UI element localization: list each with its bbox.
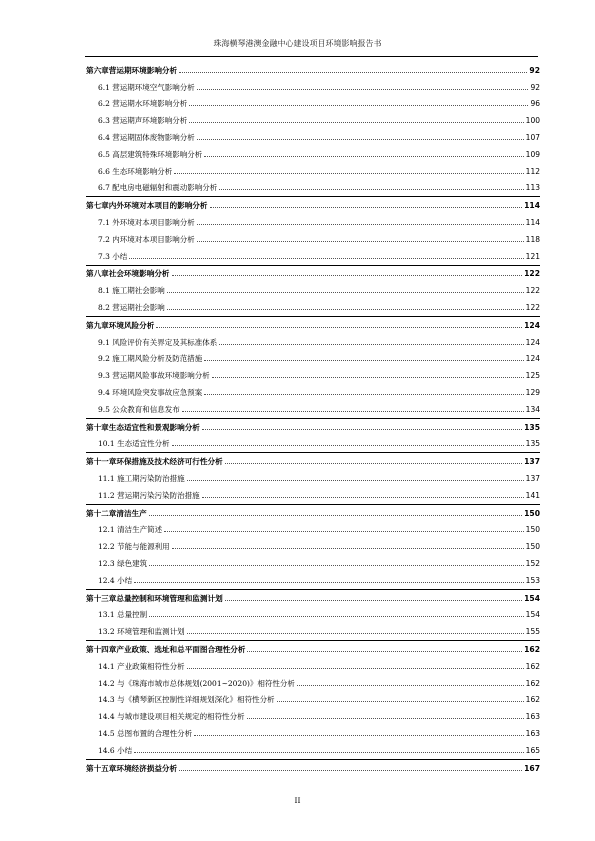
toc-entry-title: 12.3 绿色建筑 <box>98 559 148 568</box>
toc-entry-page: 150 <box>525 525 540 535</box>
toc-entry-page: 113 <box>525 183 540 193</box>
toc-entry-title: 9.2 施工期风险分析及防范措施 <box>98 354 203 364</box>
toc-entry-title: 11.1 施工期污染防治措施 <box>98 474 185 484</box>
dot-leader <box>172 548 524 549</box>
toc-entry-title: 6.7 配电房电磁辐射和震动影响分析 <box>98 183 218 193</box>
toc-section-entry[interactable] <box>86 334 540 351</box>
toc-entry-page: 162 <box>525 695 540 705</box>
toc-entry-title: 7.2 内环境对本项目影响分析 <box>98 234 195 244</box>
dot-leader <box>204 394 523 395</box>
toc-section-entry[interactable] <box>86 555 540 572</box>
toc-section-entry[interactable] <box>86 401 540 418</box>
table-of-contents <box>86 62 540 776</box>
toc-entry-page: 163 <box>525 712 540 722</box>
dot-leader <box>174 173 523 174</box>
toc-section-entry[interactable] <box>86 675 540 692</box>
toc-entry-page: 129 <box>525 388 540 398</box>
dot-leader <box>297 685 524 686</box>
toc-section-entry[interactable] <box>86 180 540 197</box>
dot-leader <box>149 515 522 516</box>
toc-section-entry[interactable] <box>86 708 540 725</box>
toc-entry-page: 112 <box>525 166 540 176</box>
toc-entry-page: 114 <box>525 218 540 228</box>
toc-entry-title: 9.4 环境风险突发事故应急预案 <box>98 388 203 398</box>
dot-leader <box>187 633 524 634</box>
toc-entry-page: 150 <box>524 508 540 518</box>
toc-entry-title: 7.3 小结 <box>98 251 128 261</box>
toc-entry-page: 122 <box>525 286 540 296</box>
toc-entry-page: 155 <box>525 627 540 637</box>
toc-section-entry[interactable] <box>86 163 540 180</box>
dot-leader <box>210 207 523 208</box>
toc-entry-title: 10.1 生态适宜性分析 <box>98 439 170 449</box>
dot-leader <box>149 565 524 566</box>
toc-entry-page: 92 <box>530 82 540 92</box>
toc-section-entry[interactable] <box>86 146 540 163</box>
dot-leader <box>219 344 523 345</box>
toc-section-entry[interactable] <box>86 436 540 453</box>
toc-entry-title: 9.5 公众教育和信息发布 <box>98 404 180 414</box>
dot-leader <box>189 105 528 106</box>
toc-entry-title: 第十四章产业政策、选址和总平面图合理性分析 <box>86 644 246 654</box>
dot-leader <box>197 241 524 242</box>
toc-section-entry[interactable] <box>86 231 540 248</box>
dot-leader <box>194 735 524 736</box>
dot-leader <box>149 616 524 617</box>
toc-entry-page: 141 <box>525 490 540 500</box>
dot-leader <box>167 309 524 310</box>
toc-entry-page: 122 <box>524 269 540 279</box>
dot-leader <box>225 463 522 464</box>
toc-entry-title: 第六章营运期环境影响分析 <box>86 65 178 75</box>
header-rule <box>85 56 538 57</box>
page-number: II <box>294 796 301 805</box>
dot-leader <box>179 72 527 73</box>
toc-entry-title: 9.3 营运期风险事故环境影响分析 <box>98 371 210 381</box>
toc-entry-page: 152 <box>525 559 540 568</box>
toc-entry-page: 92 <box>529 65 540 75</box>
toc-entry-title: 6.6 生态环境影响分析 <box>98 166 173 176</box>
toc-section-entry[interactable] <box>86 522 540 539</box>
toc-entry-page: 153 <box>525 575 540 585</box>
toc-entry-title: 第七章内外环境对本项目的影响分析 <box>86 201 208 211</box>
dot-leader <box>134 582 524 583</box>
toc-chapter-entry[interactable] <box>86 640 540 658</box>
toc-entry-page: 96 <box>530 99 540 109</box>
toc-section-entry[interactable] <box>86 572 540 589</box>
toc-entry-title: 第九章环境风险分析 <box>86 320 155 330</box>
toc-entry-page: 124 <box>525 337 540 347</box>
toc-chapter-entry[interactable] <box>86 265 540 283</box>
toc-entry-page: 162 <box>525 661 540 671</box>
toc-entry-title: 6.1 营运期环境空气影响分析 <box>98 82 195 92</box>
toc-entry-title: 12.1 清洁生产简述 <box>98 525 163 535</box>
toc-entry-page: 134 <box>525 404 540 414</box>
toc-section-entry[interactable] <box>86 96 540 113</box>
toc-chapter-entry[interactable] <box>86 62 540 79</box>
toc-entry-page: 163 <box>525 728 540 738</box>
toc-section-entry[interactable] <box>86 79 540 96</box>
toc-entry-title: 14.3 与《横琴新区控制性详细规划深化》相符性分析 <box>98 695 275 705</box>
dot-leader <box>134 752 524 753</box>
toc-entry-page: 154 <box>524 593 540 603</box>
toc-entry-page: 162 <box>524 644 540 654</box>
toc-entry-page: 107 <box>525 133 540 143</box>
toc-section-entry[interactable] <box>86 623 540 640</box>
dot-leader <box>172 275 523 276</box>
toc-section-entry[interactable] <box>86 112 540 129</box>
dot-leader <box>247 718 524 719</box>
toc-entry-title: 6.2 营运期水环境影响分析 <box>98 99 188 109</box>
toc-section-entry[interactable] <box>86 691 540 708</box>
toc-entry-page: 124 <box>525 354 540 364</box>
toc-section-entry[interactable] <box>86 607 540 624</box>
dot-leader <box>129 258 523 259</box>
dot-leader <box>204 360 523 361</box>
dot-leader <box>197 224 524 225</box>
dot-leader <box>202 497 524 498</box>
dot-leader <box>197 139 524 140</box>
dot-leader <box>167 292 524 293</box>
toc-entry-page: 137 <box>524 457 540 467</box>
toc-entry-page: 167 <box>524 763 540 773</box>
dot-leader <box>179 770 522 771</box>
toc-section-entry[interactable] <box>86 282 540 299</box>
toc-entry-title: 14.1 产业政策相符性分析 <box>98 661 185 671</box>
toc-section-entry[interactable] <box>86 214 540 231</box>
toc-entry-title: 13.2 环境管理和监测计划 <box>98 627 185 637</box>
toc-entry-page: 124 <box>524 320 540 330</box>
toc-entry-title: 9.1 风险评价有关界定及其标准体系 <box>98 337 218 347</box>
toc-entry-page: 135 <box>525 439 540 449</box>
toc-entry-title: 13.1 总量控制 <box>98 610 148 620</box>
dot-leader <box>172 445 524 446</box>
dot-leader <box>187 480 524 481</box>
toc-entry-page: 165 <box>525 745 540 755</box>
dot-leader <box>202 429 522 430</box>
toc-entry-title: 6.3 营运期声环境影响分析 <box>98 116 188 126</box>
toc-section-entry[interactable] <box>86 658 540 675</box>
dot-leader <box>204 156 523 157</box>
toc-entry-page: 109 <box>525 149 540 159</box>
toc-chapter-entry[interactable] <box>86 452 540 470</box>
toc-entry-title: 第十章生态适宜性和景观影响分析 <box>86 422 200 432</box>
dot-leader <box>247 651 522 652</box>
toc-entry-page: 162 <box>525 678 540 688</box>
dot-leader <box>187 668 524 669</box>
toc-entry-title: 第十三章总量控制和环境管理和监测计划 <box>86 593 223 603</box>
toc-section-entry[interactable] <box>86 470 540 487</box>
toc-chapter-entry[interactable] <box>86 589 540 607</box>
dot-leader <box>225 600 522 601</box>
dot-leader <box>164 531 524 532</box>
toc-entry-page: 150 <box>525 542 540 552</box>
dot-leader <box>197 89 529 90</box>
toc-entry-title: 6.5 高层建筑特殊环境影响分析 <box>98 149 203 159</box>
toc-section-entry[interactable] <box>86 487 540 504</box>
toc-chapter-entry[interactable] <box>86 316 540 334</box>
toc-entry-title: 第八章社会环境影响分析 <box>86 269 170 279</box>
toc-entry-title: 8.2 营运期社会影响 <box>98 303 165 313</box>
toc-section-entry[interactable] <box>86 351 540 368</box>
toc-entry-title: 14.5 总图布置的合理性分析 <box>98 728 193 738</box>
toc-entry-title: 11.2 营运期污染污染防治措施 <box>98 490 200 500</box>
toc-section-entry[interactable] <box>86 384 540 401</box>
toc-section-entry[interactable] <box>86 299 540 316</box>
toc-chapter-entry[interactable] <box>86 759 540 777</box>
page-header: 珠海横琴港澳金融中心建设项目环境影响报告书 <box>213 39 382 48</box>
dot-leader <box>182 411 524 412</box>
toc-entry-title: 12.4 小结 <box>98 575 133 585</box>
toc-section-entry[interactable] <box>86 367 540 384</box>
toc-entry-page: 121 <box>525 251 540 261</box>
toc-entry-page: 125 <box>525 371 540 381</box>
toc-entry-page: 100 <box>525 116 540 126</box>
toc-entry-title: 14.6 小结 <box>98 745 133 755</box>
toc-entry-title: 6.4 营运期固体废物影响分析 <box>98 133 195 143</box>
toc-entry-title: 7.1 外环境对本项目影响分析 <box>98 218 195 228</box>
toc-entry-title: 第十二章清洁生产 <box>86 508 147 518</box>
toc-section-entry[interactable] <box>86 248 540 265</box>
toc-section-entry[interactable] <box>86 129 540 146</box>
toc-section-entry[interactable] <box>86 538 540 555</box>
toc-entry-page: 114 <box>524 201 540 211</box>
toc-section-entry[interactable] <box>86 725 540 742</box>
toc-entry-title: 12.2 节能与能源利用 <box>98 542 170 552</box>
toc-entry-title: 14.2 与《珠海市城市总体规划(2001~2020)》相符性分析 <box>98 678 295 688</box>
toc-chapter-entry[interactable] <box>86 504 540 522</box>
toc-chapter-entry[interactable] <box>86 196 540 214</box>
toc-chapter-entry[interactable] <box>86 418 540 436</box>
toc-entry-page: 154 <box>525 610 540 620</box>
toc-entry-title: 8.1 施工期社会影响 <box>98 286 165 296</box>
toc-entry-page: 135 <box>524 422 540 432</box>
toc-entry-title: 14.4 与城市建设项目相关规定的相符性分析 <box>98 712 245 722</box>
toc-entry-page: 118 <box>525 234 540 244</box>
dot-leader <box>156 327 522 328</box>
dot-leader <box>212 377 524 378</box>
dot-leader <box>277 701 524 702</box>
toc-entry-page: 122 <box>525 303 540 313</box>
toc-entry-title: 第十一章环保措施及技术经济可行性分析 <box>86 457 223 467</box>
toc-entry-title: 第十五章环境经济损益分析 <box>86 763 178 773</box>
toc-section-entry[interactable] <box>86 742 540 759</box>
dot-leader <box>219 189 523 190</box>
dot-leader <box>189 122 523 123</box>
toc-entry-page: 137 <box>525 474 540 484</box>
